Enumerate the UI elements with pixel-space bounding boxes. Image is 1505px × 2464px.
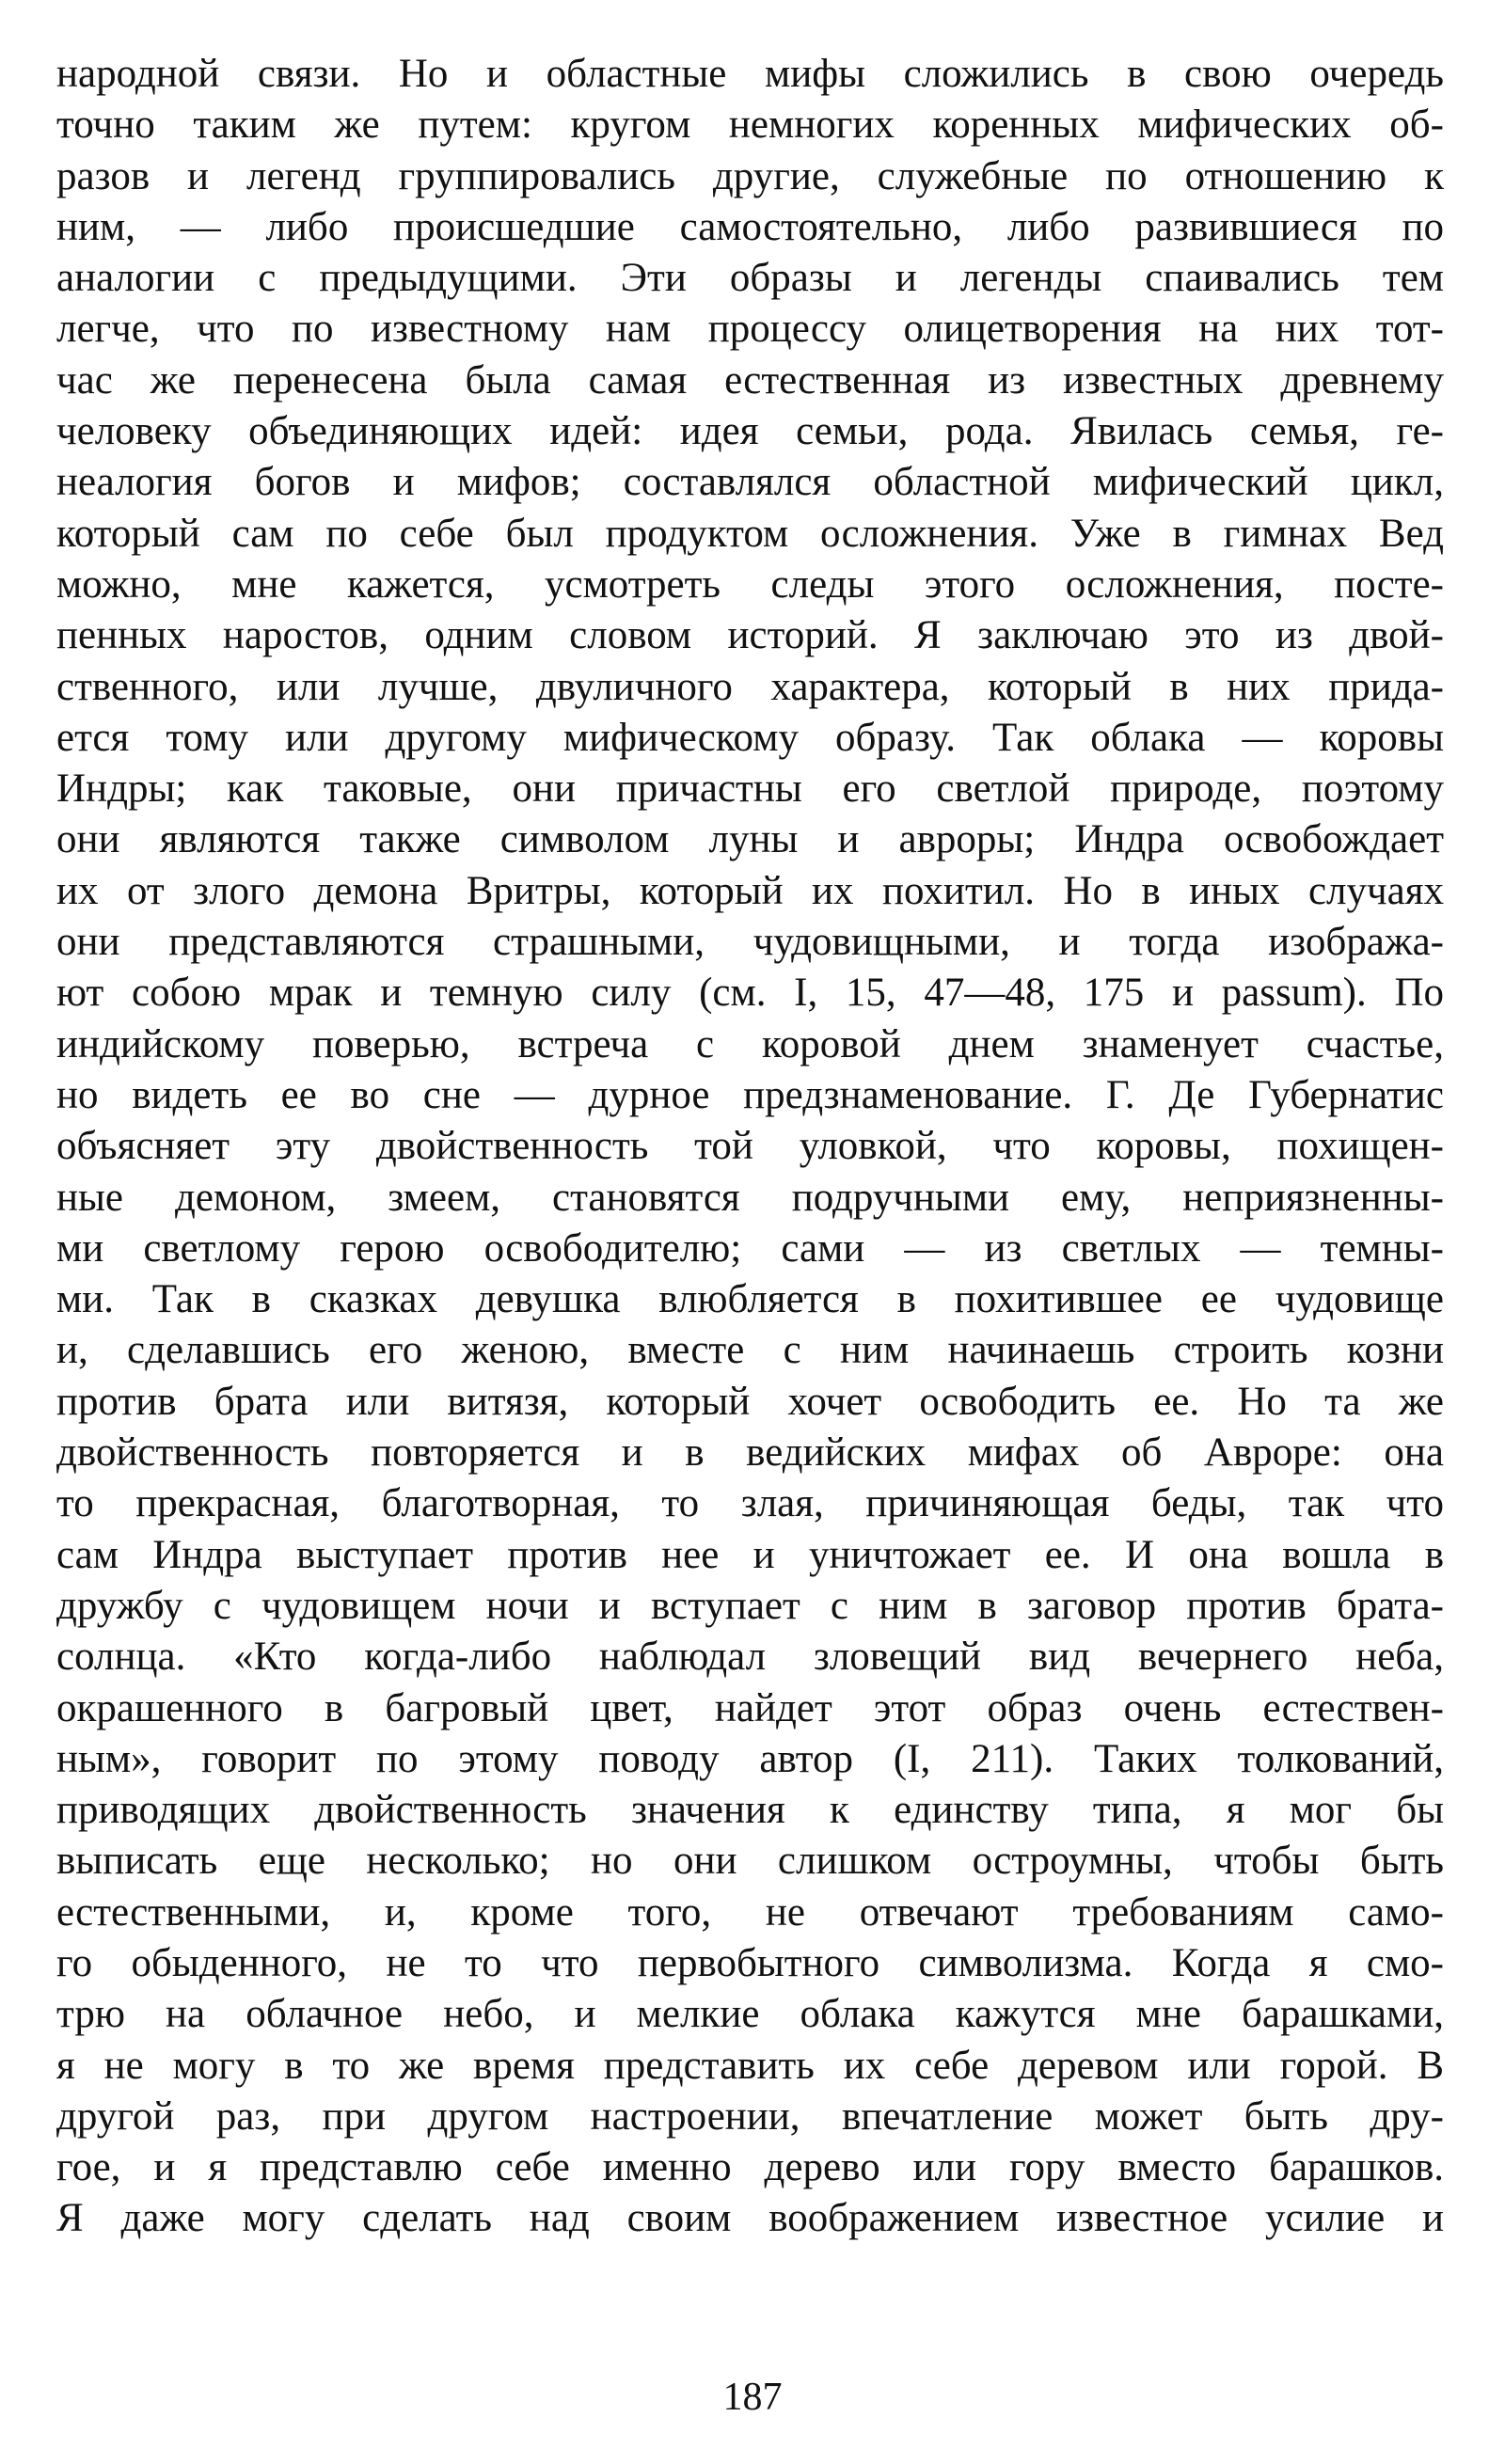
text-line: их от злого демона Вритры, который их похитил. Но в иных случаях (56, 868, 1444, 913)
text-line: дружбу с чудовищем ночи и вступает с ним в заговор против брата- (56, 1583, 1444, 1628)
text-line: разов и легенд группировались другие, служебные по отношению к (56, 153, 1444, 198)
text-line: аналогии с предыдущими. Эти образы и легенды спаивались тем (56, 256, 1444, 301)
text-line: го обыденного, не то что первобытного символизма. Когда я смо- (56, 1940, 1444, 1985)
text-line: двойственность повторяется и в ведийских мифах об Авроре: она (56, 1430, 1444, 1476)
text-line: и, сделавшись его женою, вместе с ним начинаешь строить козни (56, 1328, 1444, 1373)
text-line: ные демоном, змеем, становятся подручными ему, неприязненны- (56, 1175, 1444, 1220)
text-line: народной связи. Но и областные мифы сложились в свою очередь (56, 52, 1444, 96)
body-text (56, 49, 1444, 2245)
text-line: ним, — либо происшедшие самостоятельно, либо развившиеся по (56, 204, 1444, 249)
text-line: гое, и я представлю себе именно дерево или гору вместо барашков. (56, 2145, 1444, 2190)
text-line: то прекрасная, благотворная, то злая, причиняющая беды, так что (56, 1481, 1444, 1526)
text-line: другой раз, при другом настроении, впечатление может быть дру- (56, 2093, 1444, 2139)
text-line: ным», говорит по этому поводу автор (I, 211). Таких толкований, (56, 1736, 1444, 1781)
text-line: объясняет эту двойственность той уловкой, что коровы, похищен- (56, 1124, 1444, 1169)
text-line: который сам по себе был продуктом осложнения. Уже в гимнах Вед (56, 511, 1444, 556)
text-line: окрашенного в багровый цвет, найдет этот образ очень естествен- (56, 1685, 1444, 1730)
text-line: индийскому поверью, встреча с коровой днем знаменует счастье, (56, 1021, 1444, 1066)
text-line: точно таким же путем: кругом немногих коренных мифических об- (56, 103, 1444, 148)
text-line: легче, что по известному нам процессу олицетворения на них тот- (56, 307, 1444, 352)
text-line: трю на облачное небо, и мелкие облака кажутся мне барашками, (56, 1992, 1444, 2037)
text-line: сам Индра выступает против нее и уничтожает ее. И она вошла в (56, 1532, 1444, 1577)
text-line: неалогия богов и мифов; составлялся областной мифический цикл, (56, 460, 1444, 505)
text-line: солнца. «Кто когда-либо наблюдал зловещий вид вечернего неба, (56, 1635, 1444, 1680)
text-line: естественными, и, кроме того, не отвечают требованиям само- (56, 1889, 1444, 1935)
text-line: они являются также символом луны и авроры; Индра освобождает (56, 817, 1444, 862)
text-line: я не могу в то же время представить их себе деревом или горой. В (56, 2043, 1444, 2088)
text-line: Я даже могу сделать над своим воображением известное усилие и (56, 2196, 1444, 2241)
text-line: ми светлому герою освободителю; сами — из светлых — темны- (56, 1225, 1444, 1271)
text-line: ственного, или лучше, двуличного характера, который в них прида- (56, 664, 1444, 709)
text-line: но видеть ее во сне — дурное предзнаменование. Г. Де Губернатис (56, 1072, 1444, 1117)
text-line: выписать еще несколько; но они слишком остроумны, чтобы быть (56, 1839, 1444, 1884)
text-line: ют собою мрак и темную силу (см. I, 15, 47—48, 175 и passum). По (56, 971, 1444, 1016)
text-line: пенных наростов, одним словом историй. Я заключаю это из двой- (56, 613, 1444, 658)
text-line: ется тому или другому мифическому образу. Так облака — коровы (56, 715, 1444, 760)
text-line: против брата или витязя, который хочет освободить ее. Но та же (56, 1379, 1444, 1424)
text-line: человеку объединяющих идей: идея семьи, рода. Явилась семья, ге- (56, 409, 1444, 454)
text-line: приводящих двойственность значения к единству типа, я мог бы (56, 1788, 1444, 1833)
text-line: они представляются страшными, чудовищными, и тогда изобража- (56, 920, 1444, 965)
page-number: 187 (722, 2376, 783, 2419)
text-line: можно, мне кажется, усмотреть следы этого осложнения, посте- (56, 561, 1444, 607)
text-line: Индры; как таковые, они причастны его светлой природе, поэтому (56, 766, 1444, 812)
text-line: ми. Так в сказках девушка влюбляется в похитившее ее чудовище (56, 1277, 1444, 1322)
text-line: час же перенесена была самая естественная из известных древнему (56, 357, 1444, 403)
